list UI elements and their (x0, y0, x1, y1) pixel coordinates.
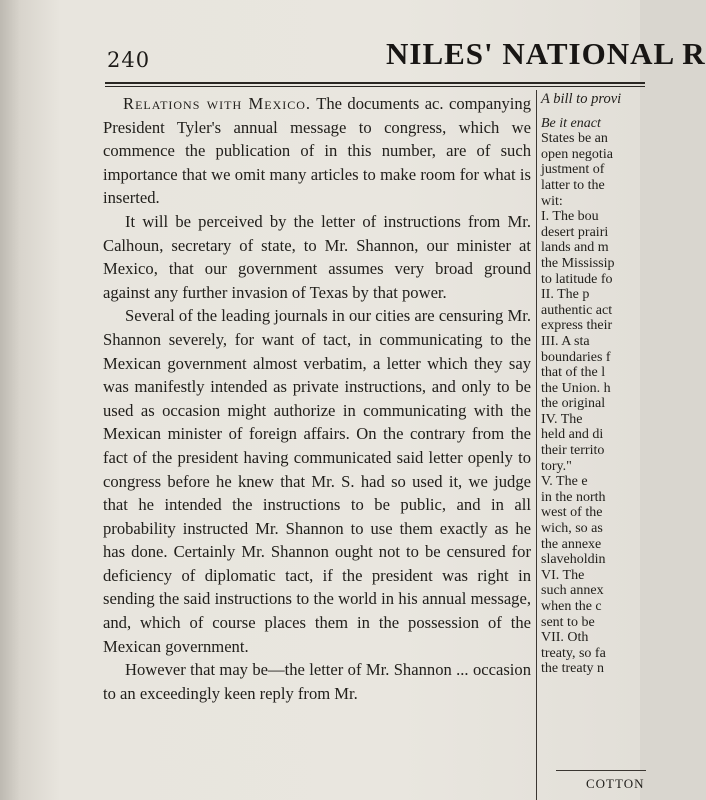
bill-line: the Union. h (541, 380, 611, 396)
bill-line: such annex (541, 583, 604, 599)
article-paragraph-4: However that may be—the letter of Mr. Shannon ... occasion to an exceedingly keen reply from Mr. (103, 660, 531, 703)
bill-line: treaty, so fa (541, 645, 606, 661)
bill-line: authentic act (541, 302, 613, 318)
side-column-bottom-label: COTTON (586, 776, 645, 791)
bill-line: express their (541, 318, 613, 334)
bill-line: wit: (541, 193, 563, 209)
bill-line: justment of (541, 162, 605, 178)
bill-line: desert prairi (541, 224, 609, 240)
bill-line: the original (541, 396, 606, 412)
header-rule-thin (105, 86, 645, 87)
bill-line: that of the l (541, 365, 606, 381)
bill-line: III. A sta (541, 333, 590, 349)
side-column-rule (556, 770, 646, 771)
bill-line: I. The bou (541, 209, 599, 225)
article-paragraph-1-text: The documents ac. companying President Tyler's annual message to congress, which we commence the publication of in this number, are of such importance that we omit many articles to make room for what is inserted. (103, 94, 532, 208)
bill-line: when the c (541, 599, 602, 614)
bill-line: slaveholdin (541, 552, 606, 568)
bill-line: west of the (541, 505, 603, 521)
bill-line: to latitude fo (541, 271, 613, 287)
bill-line: their territo (541, 443, 605, 459)
bill-heading: A bill to provi (541, 91, 622, 107)
bill-line: the annexe (541, 536, 602, 552)
bill-line: in the north (541, 489, 606, 505)
article-paragraph-3: Several of the leading journals in our cities are censuring Mr. Shannon severely, for want of tact, in communicating to the Mexican government almost verbatim, a letter which they say was manifestly intended as private instructions, and only to be used as occasion might authorize in communicating with the Mexican minister of foreign affairs. On the contrary from the fact of the president having communicated said letter openly to congress before he knew that Mr. S. had so used it, we judge that he intended the instructions to be public, and in all probability instructed Mr. Shannon to use them exactly as he has done. Certainly Mr. Shannon ought not to be censured for deficiency of diplomatic tact, if the president was right in sending the said instructions to the world in his annual message, and, which of course places them in the possession of the Mexican government. (103, 306, 531, 656)
header-rule (105, 82, 645, 84)
article-paragraph-2: It will be perceived by the letter of instructions from Mr. Calhoun, secretary of state, to Mr. Shannon, our minister at Mexico, that our government assumes very broad ground against any further invasion of Texas by that power. (103, 211, 531, 302)
bill-line: latter to the (541, 177, 605, 193)
article-paragraph-1 (103, 92, 531, 210)
article-heading: Relations with Mexico. (123, 94, 312, 113)
page-number: 240 (107, 48, 151, 72)
bill-line: open negotia (541, 146, 613, 162)
bill-line: sent to be (541, 614, 595, 630)
bill-line: IV. The (541, 411, 583, 427)
side-column-bill (541, 92, 651, 677)
bill-line: V. The e (541, 474, 588, 490)
bill-line: II. The p (541, 287, 590, 303)
bill-line: the treaty n (541, 661, 604, 677)
column-divider (536, 90, 537, 800)
bill-line: States be an (541, 131, 608, 147)
masthead-title: NILES' NATIONAL R (386, 36, 706, 71)
bill-line: Be it enact (541, 115, 601, 131)
bill-line: boundaries f (541, 349, 611, 365)
bill-line: lands and m (541, 240, 609, 256)
bill-line: VI. The (541, 567, 585, 583)
main-article-column (103, 92, 531, 705)
bill-line: held and di (541, 427, 604, 443)
bill-line: VII. Oth (541, 630, 589, 646)
bill-line: wich, so as (541, 521, 603, 537)
bill-line: the Mississip (541, 255, 615, 271)
bill-line: tory." (541, 458, 572, 474)
